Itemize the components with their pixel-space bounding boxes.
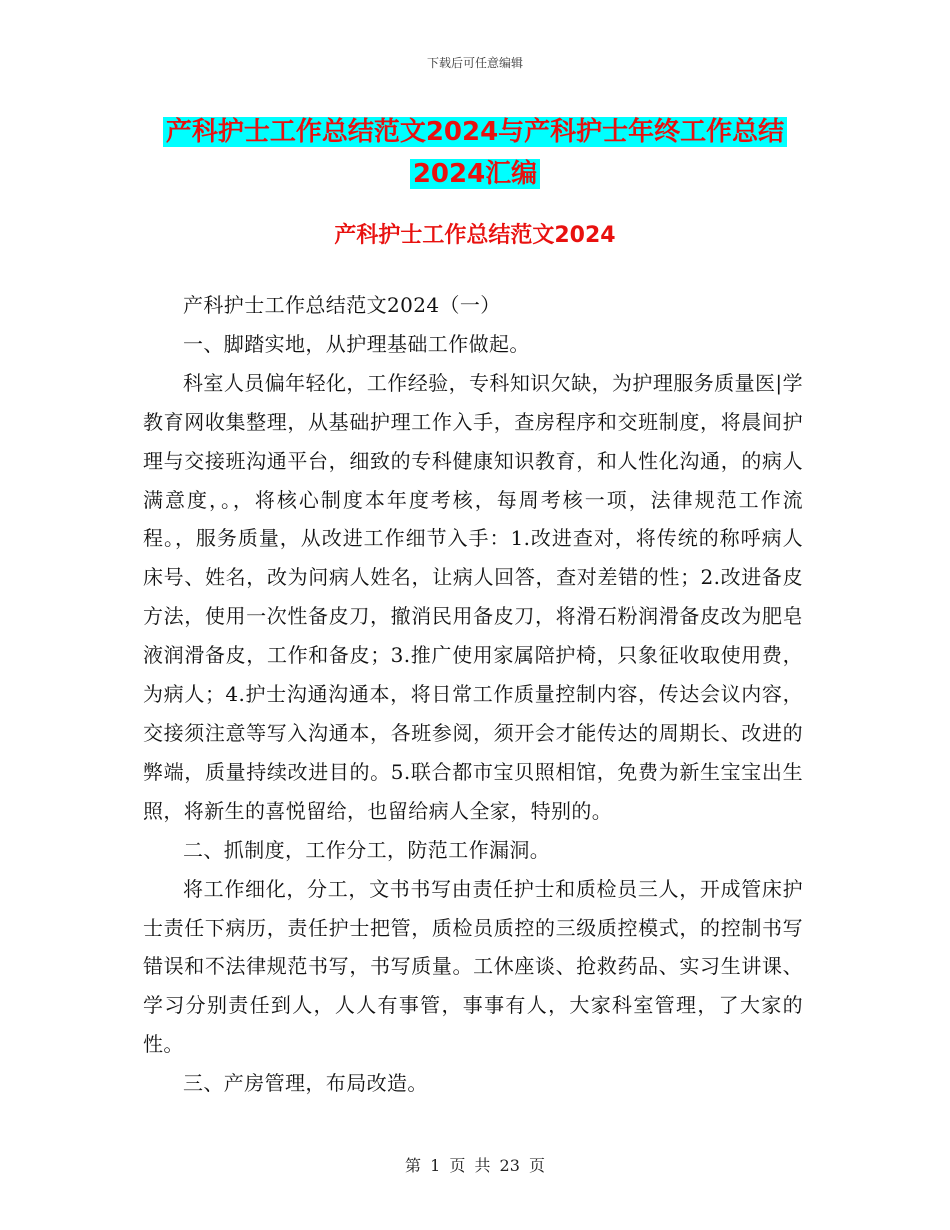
paragraph: 二、抓制度，工作分工，防范工作漏洞。 [183,837,551,862]
document-title-line-1 [0,110,950,154]
document-title-highlight-2: 2024汇编 [410,159,540,189]
paragraph: 一、脚踏实地，从护理基础工作做起。 [183,331,530,356]
paragraph: 科室人员偏年轻化，工作经验，专科知识欠缺，为护理服务质量医|学教育网收集整理，从基础护理工作入手，查房程序和交班制度，将晨间护理与交接班沟通平台，细致的专科健康知识教育，和人性化沟通，的病人满意度，。，将核心制度本年度考核，每周考核一项，法律规范工作流程。，服务质量，从改进工作细节入手：1.改进查对，将传统的称呼病人床号、姓名，改为问病人姓名，让病人回答，查对差错的性；2.改进备皮方法，使用一次性备皮刀，撤消民用备皮刀，将滑石粉润滑备皮改为肥皂液润滑备皮，工作和备皮；3.推广使用家属陪护椅，只象征收取使用费，为病人；4.护士沟通沟通本，将日常工作质量控制内容，传达会议内容，交接须注意等写入沟通本，各班参阅，须开会才能传达的周期长、改进的弊端，质量持续改进目的。5.联合都市宝贝照相馆，免费为新生宝宝出生照，将新生的喜悦留给，也留给病人全家，特别的。 [143,370,803,823]
paragraph: 产科护士工作总结范文2024（一） [183,293,501,317]
paragraph: 将工作细化，分工，文书书写由责任护士和质检员三人，开成管床护士责任下病历，责任护士把管，质检员质控的三级质控模式，的控制书写错误和不法律规范书写，书写质量。工休座谈、抢救药品、实习生讲课、学习分别责任到人，人人有事管，事事有人，大家科室管理，了大家的性。 [143,876,803,1057]
body-text [143,286,803,1103]
header-note: 下载后可任意编辑 [426,56,523,70]
paragraph: 三、产房管理，布局改造。 [183,1071,428,1096]
document-title-highlight-1: 产科护士工作总结范文2024与产科护士年终工作总结 [163,117,787,147]
document-title-line-2 [0,152,950,196]
section-title: 产科护士工作总结范文2024 [334,223,616,248]
page-footer: 第 1 页 共 23 页 [405,1156,545,1175]
